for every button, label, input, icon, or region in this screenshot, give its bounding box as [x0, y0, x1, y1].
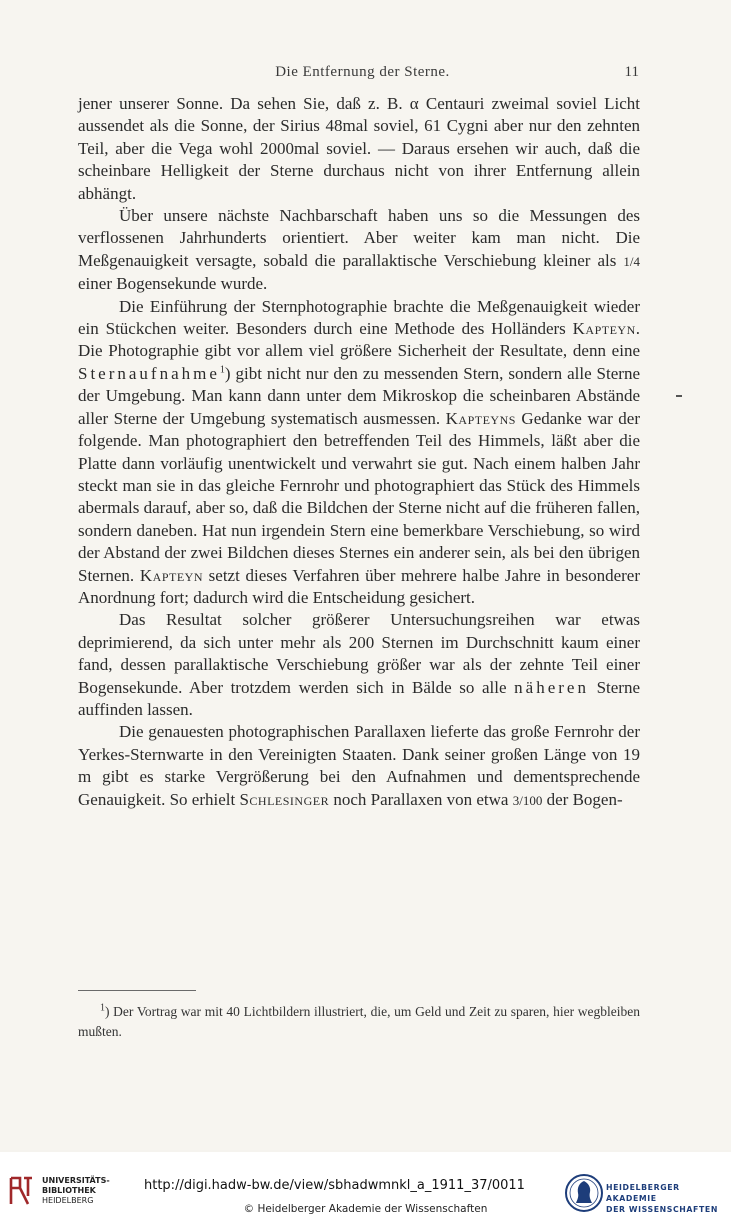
paragraph-3-text-e: setzt dieses Verfahren über mehrere halbe Jahre in besonderer Anordnung fort; dadurch wird die Entscheidung gesichert.	[78, 565, 640, 607]
paragraph-2-text-b: einer Bogensekunde wurde.	[78, 274, 268, 294]
footnote	[78, 1002, 640, 1042]
paragraph-5	[78, 721, 640, 812]
footnote-marker: 1	[100, 1002, 105, 1014]
footnote-reference[interactable]: 1	[219, 364, 225, 376]
running-head	[80, 64, 645, 86]
person-name-kapteyns: Kapteyns	[445, 408, 516, 428]
academy-name-line-2: DER WISSENSCHAFTEN	[606, 1205, 718, 1214]
person-name-kapteyn-2: Kapteyn	[139, 565, 203, 585]
paragraph-1-text: jener unserer Sonne. Da sehen Sie, daß z. B. α Centauri zweimal soviel Licht aussendet als die Sonne, der Sirius 48mal soviel, 61 Cygni aber nur den zehnten Teil, aber die Vega wohl 2000mal soviel. — Daraus ersehen wir auch, daß die scheinbare Helligkeit der Sterne durchaus nicht von ihrer Entfernung allein abhängt.	[78, 94, 640, 203]
footnote-text: ) Der Vortrag war mit 40 Lichtbildern illustriert, die, um Geld und Zeit zu sparen, hier wegbleiben mußten.	[78, 1004, 640, 1039]
paragraph-5-text-b: noch Parallaxen von etwa	[329, 789, 513, 809]
paragraph-4-text-b: Sterne auffinden lassen.	[78, 677, 640, 719]
academy-logo[interactable]	[564, 1172, 729, 1216]
academy-name-line-1: HEIDELBERGER AKADEMIE	[606, 1183, 680, 1203]
paragraph-5-text-a: Die genauesten photographischen Parallaxen lieferte das große Fernrohr der Yerkes-Sternwarte in den Vereinigten Staaten. Dank seiner großen Länge von 19 m gibt es starke Vergrößerung bei den Aufnahmen und dementsprechende Genauigkeit. So erhielt	[78, 722, 640, 809]
body-text	[78, 93, 640, 812]
paragraph-3	[78, 296, 640, 610]
library-name	[42, 1176, 110, 1206]
paragraph-3-text-d: Gedanke war der folgende. Man photographiert den betreffenden Teil des Himmels, läßt aber die Platte dann vorläufig unentwickelt und verwahrt sie gut. Nach einem halben Jahr steckt man sie in das gleiche Fernrohr und photographiert das Stück des Himmels abermals darauf, aber so, daß die Bildchen der Sterne nicht auf die früheren fallen, sondern daneben. Hat nun irgendein Stern eine bemerkbare Verschiebung, so wird der Abstand der zwei Bildchen dieses Sternes ein anderer sein, als bei den übrigen Sternen.	[78, 408, 640, 585]
spaced-word-naeheren: näheren	[514, 677, 589, 697]
paragraph-3-text-c: ) gibt nicht nur den zu messenden Stern, sondern alle Sterne der Umgebung. Man kann dann unter dem Mikroskop die scheinbaren Abstände aller Sterne der Umgebung systematisch ausmessen.	[78, 363, 640, 428]
page-number: 11	[624, 64, 639, 80]
person-name-kapteyn: Kapteyn	[572, 319, 636, 339]
library-name-line-2: BIBLIOTHEK	[42, 1186, 96, 1195]
copyright-notice: © Heidelberger Akademie der Wissenschaften	[243, 1203, 488, 1215]
paragraph-3-text-a: Die Einführung der Sternphotographie brachte die Meßgenauigkeit wieder ein Stückchen weiter. Besonders durch eine Methode des Holländers	[78, 296, 640, 339]
fraction-hundredth: 3/100	[512, 792, 543, 808]
spaced-word-sternaufnahme: Sternaufnahme	[78, 363, 220, 383]
person-name-schlesinger: Schlesinger	[239, 789, 330, 809]
paragraph-2-text-a: Über unsere nächste Nachbarschaft haben uns so die Messungen des verflossenen Jahrhunderts orientiert. Aber weiter kam man nicht. Die Meßgenauigkeit versagte, sobald die parallaktische Verschiebung kleiner als	[78, 206, 640, 270]
paragraph-4	[78, 609, 640, 721]
paragraph-4-text-a: Das Resultat solcher größerer Untersuchungsreihen war etwas deprimierend, da sich unter mehr als 200 Sternen im Durchschnitt kaum einer fand, dessen parallaktische Verschiebung größer war als der zehnte Teil einer Bogensekunde. Aber trotzdem werden sich in Bälde so alle	[78, 610, 640, 697]
viewer-footer	[0, 1152, 731, 1219]
running-title: Die Entfernung der Sterne.	[275, 64, 450, 80]
footnote-rule	[78, 990, 196, 991]
fraction-quarter: 1/4	[623, 253, 640, 269]
paragraph-1	[78, 93, 640, 205]
library-name-line-3: HEIDELBERG	[42, 1196, 94, 1205]
paragraph-2	[78, 205, 640, 296]
academy-name	[606, 1182, 729, 1215]
margin-mark	[676, 395, 682, 397]
library-name-line-1: UNIVERSITÄTS-	[42, 1176, 110, 1185]
academy-seal-icon	[564, 1172, 604, 1216]
paragraph-5-text-c: der Bogen-	[542, 789, 623, 809]
permalink-url[interactable]: http://digi.hadw-bw.de/view/sbhadwmnkl_a_1911_37/0011	[144, 1178, 525, 1193]
paragraph-3-text-b: . Die Photographie gibt vor allem viel größere Sicherheit der Resultate, denn eine	[78, 319, 640, 361]
